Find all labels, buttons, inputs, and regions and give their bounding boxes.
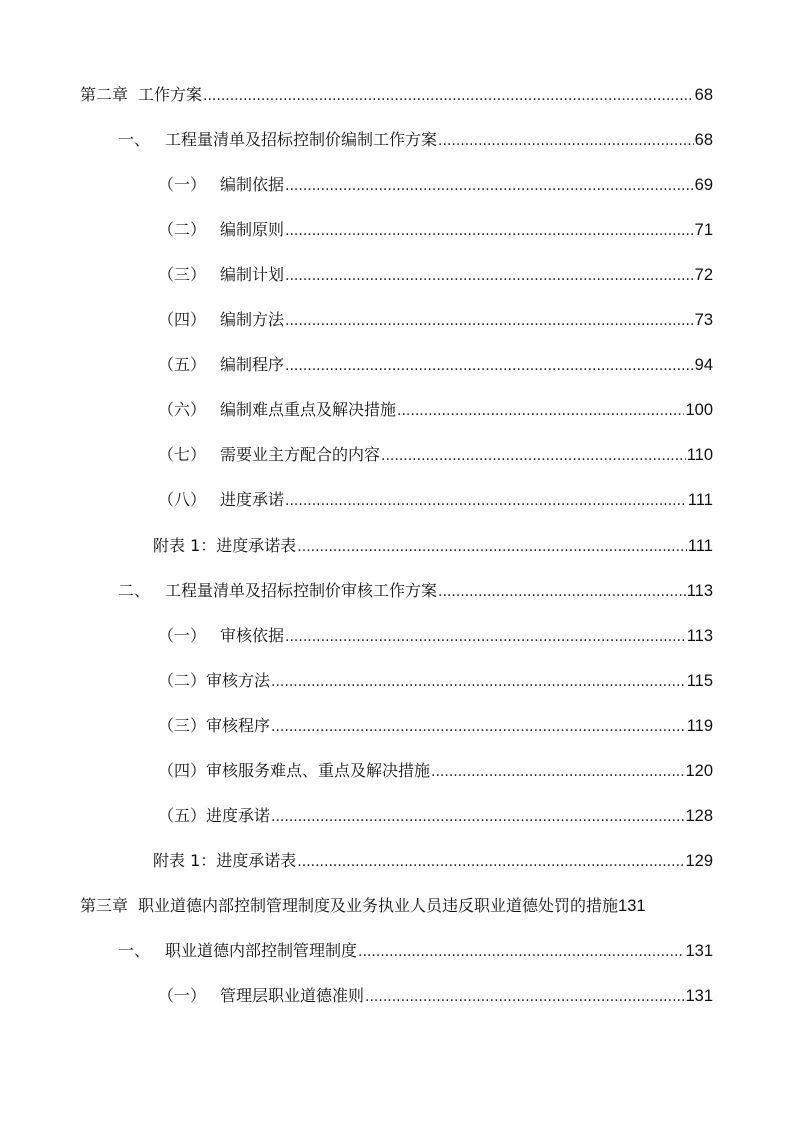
toc-entry-title: 管理层职业道德准则 bbox=[220, 986, 365, 1005]
dot-leader bbox=[285, 219, 694, 242]
toc-entry-page-number: 129 bbox=[685, 851, 713, 870]
dot-leader bbox=[285, 489, 687, 512]
toc-entry-title: 工程量清单及招标控制价编制工作方案 bbox=[165, 130, 438, 150]
toc-entry-title: 工作方案 bbox=[138, 85, 203, 104]
toc-entry-number: （五） bbox=[158, 355, 207, 375]
dot-leader bbox=[285, 309, 694, 332]
toc-entry-title: 审核程序 bbox=[206, 715, 271, 735]
toc-entry-title: 职业道德内部控制管理制度 bbox=[165, 940, 358, 960]
toc-entry[interactable] bbox=[158, 489, 713, 511]
toc-entry[interactable] bbox=[158, 670, 713, 692]
toc-entry-title: 编制程序 bbox=[220, 355, 285, 375]
dot-leader bbox=[285, 354, 694, 377]
toc-entry-page-number: 113 bbox=[686, 626, 713, 645]
dot-leader bbox=[297, 535, 687, 558]
toc-entry[interactable] bbox=[158, 264, 713, 286]
toc-entry-title: 职业道德内部控制管理制度及业务执业人员违反职业道德处罚的措施 bbox=[138, 895, 619, 915]
toc-entry-number: 附表 1： bbox=[153, 850, 217, 870]
toc-entry[interactable] bbox=[118, 580, 713, 602]
toc-entry-page-number: 131 bbox=[618, 896, 646, 915]
toc-entry-number: （一） bbox=[158, 175, 207, 195]
toc-entry-number: （三） bbox=[158, 265, 207, 285]
dot-leader bbox=[285, 625, 686, 648]
toc-entry-page-number: 68 bbox=[694, 86, 713, 104]
toc-entry-title: 编制计划 bbox=[220, 265, 285, 285]
toc-entry[interactable] bbox=[153, 535, 713, 557]
toc-entry-page-number: 73 bbox=[694, 311, 713, 330]
toc-entry-number: （一） bbox=[158, 625, 207, 645]
dot-leader bbox=[271, 715, 686, 738]
toc-entry-page-number: 115 bbox=[686, 671, 713, 690]
toc-entry-page-number: 94 bbox=[694, 356, 713, 375]
toc-entry-number: （四） bbox=[158, 760, 207, 780]
toc-entry[interactable] bbox=[118, 129, 713, 151]
toc-entry[interactable] bbox=[158, 805, 713, 827]
toc-entry-title: 进度承诺 bbox=[220, 490, 285, 510]
toc-entry-page-number: 119 bbox=[686, 716, 713, 735]
dot-leader bbox=[397, 399, 684, 422]
toc-entry[interactable] bbox=[158, 625, 713, 647]
toc-entry-number: 附表 1： bbox=[153, 535, 217, 555]
dot-leader bbox=[285, 264, 694, 287]
toc-entry-page-number: 110 bbox=[686, 446, 713, 465]
toc-entry[interactable] bbox=[158, 174, 713, 196]
dot-leader bbox=[431, 760, 684, 783]
toc-entry-title: 进度承诺表 bbox=[216, 850, 297, 870]
toc-entry-title: 工程量清单及招标控制价审核工作方案 bbox=[165, 580, 438, 600]
toc-entry-page-number: 71 bbox=[694, 221, 713, 240]
toc-entry-page-number: 100 bbox=[685, 401, 713, 420]
toc-entry-title: 进度承诺 bbox=[206, 805, 271, 825]
dot-leader bbox=[285, 174, 694, 197]
toc-entry-page-number: 131 bbox=[685, 987, 713, 1005]
dot-leader bbox=[381, 444, 686, 467]
toc-entry-number: （八） bbox=[158, 490, 207, 510]
dot-leader bbox=[203, 84, 694, 107]
toc-entry-number: 第二章 bbox=[80, 85, 129, 104]
dot-leader bbox=[297, 850, 684, 873]
toc-entry-page-number: 68 bbox=[694, 131, 713, 150]
toc-entry-number: 一、 bbox=[118, 940, 151, 960]
toc-entry[interactable] bbox=[158, 354, 713, 376]
toc-entry[interactable] bbox=[158, 399, 713, 421]
toc-entry-title: 审核方法 bbox=[206, 670, 271, 690]
dot-leader bbox=[271, 670, 686, 693]
toc-entry-number: 二、 bbox=[118, 580, 151, 600]
toc-entry-page-number: 113 bbox=[686, 581, 713, 600]
toc-entry-title: 需要业主方配合的内容 bbox=[220, 445, 381, 465]
toc-entry-title: 编制依据 bbox=[220, 175, 285, 195]
toc-entry-page-number: 69 bbox=[694, 176, 713, 195]
toc-entry-number: （七） bbox=[158, 445, 207, 465]
toc-entry-title: 审核依据 bbox=[220, 625, 285, 645]
toc-entry-page-number: 111 bbox=[687, 491, 713, 510]
toc-entry[interactable] bbox=[158, 985, 713, 1007]
toc-entry[interactable] bbox=[158, 444, 713, 466]
toc-entry-page-number: 131 bbox=[685, 941, 713, 960]
toc-entry-number: 第三章 bbox=[80, 895, 129, 915]
toc-entry-number: （四） bbox=[158, 310, 207, 330]
toc-entry-title: 审核服务难点、重点及解决措施 bbox=[206, 760, 431, 780]
toc-entry-title: 进度承诺表 bbox=[216, 535, 297, 555]
dot-leader bbox=[358, 940, 684, 963]
toc-entry[interactable] bbox=[153, 850, 713, 872]
toc-entry[interactable] bbox=[158, 760, 713, 782]
toc-entry-number: （三） bbox=[158, 715, 207, 735]
toc-entry-number: 一、 bbox=[118, 130, 151, 150]
toc-entry-number: （六） bbox=[158, 400, 207, 420]
toc-entry-page-number: 72 bbox=[694, 266, 713, 285]
toc-entry-title: 编制难点重点及解决措施 bbox=[220, 400, 397, 420]
toc-entry-title: 编制原则 bbox=[220, 220, 285, 240]
toc-entry[interactable] bbox=[80, 84, 713, 106]
dot-leader bbox=[271, 805, 684, 828]
toc-entry[interactable] bbox=[158, 219, 713, 241]
toc-entry-number: （二） bbox=[158, 220, 207, 240]
dot-leader bbox=[365, 985, 684, 1008]
dot-leader bbox=[438, 129, 694, 152]
toc-entry-page-number: 111 bbox=[687, 536, 713, 555]
toc-entry-page-number: 128 bbox=[685, 806, 713, 825]
toc-entry-number: （一） bbox=[158, 986, 207, 1005]
dot-leader bbox=[438, 580, 686, 603]
toc-entry-number: （二） bbox=[158, 670, 207, 690]
toc-entry-title: 编制方法 bbox=[220, 310, 285, 330]
toc-entry[interactable] bbox=[158, 309, 713, 331]
toc-entry-page-number: 120 bbox=[685, 761, 713, 780]
toc-entry[interactable] bbox=[118, 940, 713, 962]
toc-entry[interactable] bbox=[80, 895, 646, 917]
toc-entry[interactable] bbox=[158, 715, 713, 737]
toc-entry-number: （五） bbox=[158, 805, 207, 825]
